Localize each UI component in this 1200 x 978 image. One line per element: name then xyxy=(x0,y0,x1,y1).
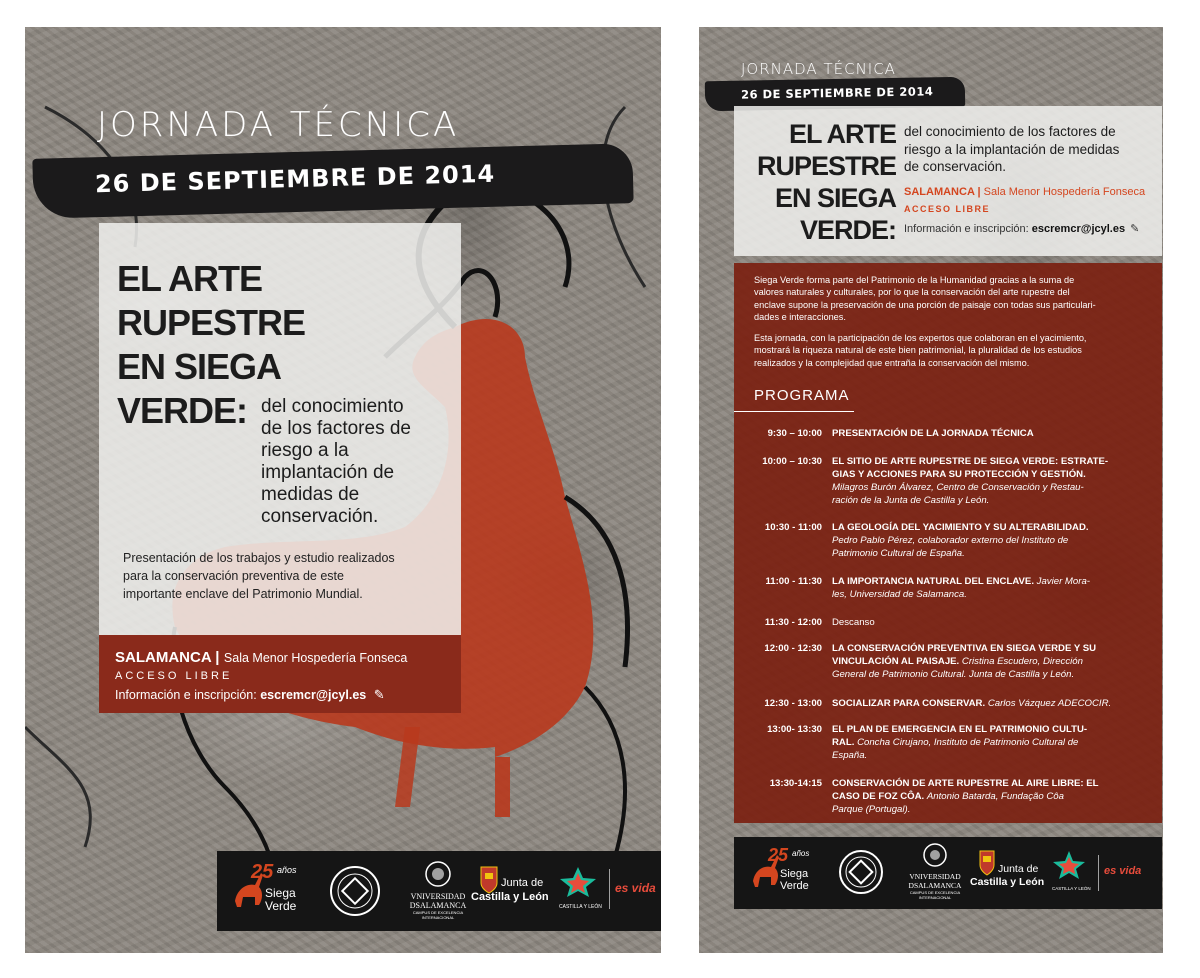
program-speaker: ración de la Junta de Castilla y León. xyxy=(832,494,990,506)
universidad-salamanca-logo xyxy=(403,861,473,920)
flyer-coat-of-arms-icon xyxy=(978,849,996,877)
poster-intro xyxy=(123,549,395,603)
flyer-siega-word: Siega xyxy=(780,868,809,880)
flyer-unesco-logo xyxy=(838,849,884,900)
flyer-email-link[interactable]: escremcr@jcyl.es xyxy=(1031,223,1126,235)
flyer-logos-bar xyxy=(734,837,1162,909)
program-flyer xyxy=(699,27,1163,953)
flyer-para2-line-3: realizados y la complejidad que entraña la conservación del mismo. xyxy=(754,357,1030,368)
flyer-verde-word: Verde xyxy=(780,879,809,892)
flyer-info-label: Información e inscripción: xyxy=(904,223,1029,235)
anniversary-word: años xyxy=(277,865,297,875)
junta-line-1: Junta de xyxy=(501,877,544,889)
cyl-label: CASTILLA Y LEÓN xyxy=(559,904,602,910)
poster-date: 26 DE SEPTIEMBRE DE 2014 xyxy=(94,159,496,199)
flyer-access: ACCESO LIBRE xyxy=(904,204,991,214)
program-title: EL PLAN DE EMERGENCIA EN EL PATRIMONIO CULTU- xyxy=(832,724,1088,735)
programa-underline xyxy=(734,411,854,412)
unesco-world-heritage-logo xyxy=(329,865,381,922)
flyer-junta-logo xyxy=(970,849,1045,888)
castilla-leon-brand-logo xyxy=(559,867,602,910)
program-title: LA CONSERVACIÓN PREVENTIVA EN SIEGA VERDE Y SU xyxy=(832,643,1097,654)
flyer-kicker: JORNADA TÉCNICA xyxy=(741,60,896,78)
program-speaker: Parque (Portugal). xyxy=(832,803,911,815)
program-title: EL SITIO DE ARTE RUPESTRE DE SIEGA VERDE: ESTRATE- xyxy=(832,456,1109,467)
star-logo-icon xyxy=(559,867,597,897)
poster-info-label: Información e inscripción: xyxy=(115,688,257,702)
flyer-subtitle-line-2: riesgo a la implantación de medidas xyxy=(904,141,1120,157)
poster-intro-line-1: Presentación de los trabajos y estudio realizados xyxy=(123,551,395,565)
flyer-anniversary-word: años xyxy=(792,849,810,858)
program-speaker: Carlos Vázquez ADECOCIR. xyxy=(987,698,1112,709)
program-title-cont: CASO DE FOZ CÔA. xyxy=(832,790,925,802)
es-vida-logo: es vida xyxy=(615,881,656,895)
program-title: LA IMPORTANCIA NATURAL DEL ENCLAVE. xyxy=(832,576,1034,587)
program-title: Descanso xyxy=(832,617,875,628)
program-time: 10:30 - 11:00 xyxy=(764,522,822,533)
flyer-title-line-2: RUPESTRE xyxy=(756,151,896,181)
anniversary-number: 25 xyxy=(251,861,274,883)
flyer-anniversary-number: 25 xyxy=(768,845,789,865)
flyer-junta-line-1: Junta de xyxy=(998,863,1039,875)
program-speaker: Cristina Escudero, Dirección xyxy=(961,655,1083,667)
poster-title-box xyxy=(99,223,461,635)
usal-line-1: VNIVERSIDAD xyxy=(410,892,466,901)
poster-title-line-1: EL ARTE xyxy=(117,258,263,299)
siega-verde-logo xyxy=(229,861,297,916)
poster-kicker: JORNADA TÉCNICA xyxy=(97,105,460,145)
flyer-star-logo-icon xyxy=(1052,851,1086,879)
poster-intro-line-2: para la conservación preventiva de este xyxy=(123,569,344,584)
program-speaker: General de Patrimonio Cultural. Junta de Castilla y León. xyxy=(832,668,1075,680)
poster-access: ACCESO LIBRE xyxy=(115,670,233,682)
flyer-para1-line-3: enclave supone la preservación de una porción de paisaje con todas sus particulari- xyxy=(754,299,1096,310)
flyer-pencil-icon: ✎ xyxy=(1130,223,1140,235)
flyer-title-line-4: VERDE: xyxy=(799,215,896,245)
poster-email-link[interactable]: escremcr@jcyl.es xyxy=(260,688,367,702)
program-title-cont: RAL. xyxy=(832,736,855,748)
flyer-program-box xyxy=(734,263,1162,823)
flyer-para1-line-4: dades e interacciones. xyxy=(754,312,846,323)
flyer-subtitle xyxy=(904,123,1119,176)
flyer-cyl-label: CASTILLA Y LEÓN xyxy=(1052,886,1091,891)
flyer-para1-line-2: valores naturales y culturales, por lo que la conservación del arte rupestre del xyxy=(754,287,1070,298)
program-time: 13:00- 13:30 xyxy=(767,724,822,735)
program-title-cont: VINCULACIÓN AL PAISAJE. xyxy=(832,655,960,667)
pencil-icon: ✎ xyxy=(373,687,385,702)
flyer-es-vida-logo: es vida xyxy=(1104,865,1142,877)
poster-title-line-3: EN SIEGA xyxy=(117,346,282,387)
flyer-para2-line-1: Esta jornada, con la participación de los expertos que colaboran en el yacimiento, xyxy=(754,332,1087,343)
poster-venue-box xyxy=(99,635,461,713)
siega-word: Siega xyxy=(265,886,296,900)
poster-title-line-4: VERDE: xyxy=(117,390,248,431)
flyer-siega-verde-logo xyxy=(748,845,810,896)
verde-word: Verde xyxy=(265,898,297,913)
flyer-castilla-leon-brand-logo xyxy=(1052,851,1091,891)
program-time: 10:00 – 10:30 xyxy=(762,456,822,467)
program-time: 11:30 - 12:00 xyxy=(764,617,822,628)
flyer-usal-line-3: CAMPUS DE EXCELENCIA INTERNACIONAL xyxy=(909,890,961,900)
university-seal-icon xyxy=(425,861,451,887)
logos-divider xyxy=(609,869,610,909)
flyer-usal-logo xyxy=(902,843,968,900)
program-speaker: Pedro Pablo Pérez, colaborador externo del Instituto de xyxy=(832,534,1069,546)
flyer-city: SALAMANCA | xyxy=(904,186,981,198)
program-speaker: les, Universidad de Salamanca. xyxy=(832,588,967,600)
program-time: 12:30 - 13:00 xyxy=(764,698,822,709)
poster-logos-bar xyxy=(217,851,661,931)
poster-venue: Sala Menor Hospedería Fonseca xyxy=(223,651,408,665)
flyer-para2-line-2: mostrará la riqueza natural de este bien patrimonial, la pluralidad de los estudios xyxy=(754,345,1082,356)
flyer-usal-line-1: VNIVERSIDAD xyxy=(909,872,961,881)
flyer-title-line-1: EL ARTE xyxy=(788,119,896,149)
program-speaker: Javier Mora- xyxy=(1036,576,1090,587)
program-speaker: España. xyxy=(832,749,868,761)
flyer-junta-line-2: Castilla y León xyxy=(970,876,1045,888)
program-speaker: Concha Cirujano, Instituto de Patrimonio Cultural de xyxy=(857,736,1079,748)
poster-subtitle-line-6: conservación. xyxy=(261,506,379,527)
junta-castilla-leon-logo xyxy=(471,865,549,903)
poster-subtitle-line-1: del conocimiento xyxy=(261,396,404,417)
program-time: 13:30-14:15 xyxy=(769,778,822,789)
program-speaker: Milagros Burón Álvarez, Centro de Conservación y Restau- xyxy=(832,481,1084,493)
program-title: LA GEOLOGÍA DEL YACIMIENTO Y SU ALTERABILIDAD. xyxy=(832,522,1089,533)
poster-subtitle-line-3: riesgo a la xyxy=(261,440,349,461)
flyer-title-line-3: EN SIEGA xyxy=(774,183,896,213)
flyer-title-box xyxy=(734,106,1162,256)
program-title: SOCIALIZAR PARA CONSERVAR. xyxy=(832,698,986,709)
program-title-cont: GIAS Y ACCIONES PARA SU PROTECCIÓN Y GESTIÓN. xyxy=(832,468,1086,480)
usal-line-3: CAMPUS DE EXCELENCIA INTERNACIONAL xyxy=(412,910,464,920)
program-title: PRESENTACIÓN DE LA JORNADA TÉCNICA xyxy=(832,428,1034,439)
junta-line-2: Castilla y León xyxy=(471,891,549,903)
flyer-usal-line-2: DSALAMANCA xyxy=(908,881,962,890)
usal-line-2: DSALAMANCA xyxy=(409,901,467,910)
flyer-description xyxy=(754,274,1146,369)
programa-heading: PROGRAMA xyxy=(754,387,850,404)
program-time: 11:00 - 11:30 xyxy=(765,576,822,587)
flyer-para1-line-1: Siega Verde forma parte del Patrimonio de la Humanidad gracias a la suma de xyxy=(754,275,1075,285)
flyer-university-seal-icon xyxy=(923,843,947,867)
program-time: 12:00 - 12:30 xyxy=(764,643,822,654)
poster-city: SALAMANCA | xyxy=(115,649,220,666)
poster-subtitle-line-2: de los factores de xyxy=(261,418,411,439)
poster-title-line-2: RUPESTRE xyxy=(117,302,306,343)
flyer-logos-divider xyxy=(1098,855,1099,891)
program-speaker: Antonio Batarda, Fundação Côa xyxy=(926,790,1064,802)
poster-subtitle-line-4: implantación de xyxy=(261,462,395,483)
program-time: 9:30 – 10:00 xyxy=(767,428,822,439)
flyer-subtitle-line-3: de conservación. xyxy=(904,159,1007,175)
poster-subtitle-line-5: medidas de xyxy=(261,484,360,505)
flyer-date: 26 DE SEPTIEMBRE DE 2014 xyxy=(740,84,934,102)
flyer-world-heritage-emblem-icon xyxy=(838,849,884,895)
flyer-subtitle-line-1: del conocimiento de los factores de xyxy=(904,124,1116,139)
world-heritage-emblem-icon xyxy=(329,865,381,917)
flyer-venue: Sala Menor Hospedería Fonseca xyxy=(983,186,1146,198)
program-speaker: Patrimonio Cultural de España. xyxy=(832,547,965,559)
poster xyxy=(25,27,661,953)
poster-intro-line-3: importante enclave del Patrimonio Mundial. xyxy=(123,587,363,602)
program-title: CONSERVACIÓN DE ARTE RUPESTRE AL AIRE LIBRE: EL xyxy=(832,778,1099,789)
